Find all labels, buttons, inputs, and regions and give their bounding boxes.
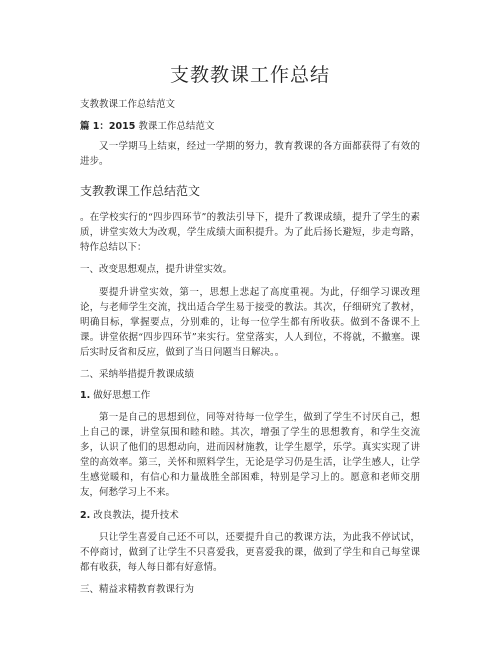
heading-3: 三、精益求精教育教课行为	[80, 584, 195, 595]
paragraph-2: 要提升讲堂实效，第一，思想上悲起了高度重视。为此，仔细学习课改理论，与老师学生交流，找出适合学生易于接受的教法。其次，仔细研究了教材，明确目标，掌握要点，分别难的，让每一位学生都有所收获。做到不备课不上课。讲堂依据“四步四环节”来实行。堂堂落实，人人到位，不将就，不撤塞。课后实时反省和反应，做到了当日问题当日解决。。	[80, 287, 420, 358]
paragraph-1: 。在学校实行的“四步四环节”的教法引导下，提升了教课成绩，提升了学生的素质，讲堂实效大为改观，学生成绩大面积提升。为了此后扬长避短，步走弯路，特作总结以下：	[80, 212, 420, 253]
paragraph-3: 第一是自己的思想到位，同等对待每一位学生，做到了学生不讨厌自己，想上自己的课，讲堂氛围和睦和睦。其次，增强了学生的思想教育，和学生交流多，认识了他们的思想动向，进而因材施教，让学生愿学，乐学。真实实现了讲堂的高效率。第三，关怀和照料学生，无论是学习仍是生活，让学生感人，让学生感觉暖和，有信心和力量战胜全部困难，特别是学习上的。愿意和老师交朋友，何愁学习上不来。	[80, 412, 420, 498]
article-label-text: 教课工作总结范文	[135, 121, 215, 132]
list-item-2-text: 改良教法，提升技术	[90, 510, 179, 521]
heading-1: 一、改变思想观点，提升讲堂实效。	[80, 264, 233, 275]
page-title: 支教教课工作总结	[169, 64, 330, 86]
document-subtitle: 支教教课工作总结范文	[80, 99, 176, 110]
list-item-2-number: 2.	[80, 510, 91, 521]
list-item-1	[80, 388, 420, 403]
article-label-number: 篇 1：2015	[80, 121, 136, 132]
list-item-2	[80, 508, 420, 523]
paragraph-4: 只让学生喜爱自己还不可以，还要提升自己的教课方法，为此我不停试试，不停商讨，做到了让学生不只喜爱我，更喜爱我的课，做到了学生和自己每堂课都有收获，每人每日都有好意情。	[80, 532, 420, 573]
document-body	[80, 97, 420, 597]
article-label	[80, 119, 420, 134]
list-item-1-number: 1.	[80, 390, 91, 401]
section-title: 支教教课工作总结范文	[80, 184, 201, 198]
intro-paragraph: 又一学期马上结束，经过一学期的努力，教育教课的各方面都获得了有效的进步。	[80, 141, 420, 167]
list-item-1-text: 做好思想工作	[90, 390, 151, 401]
heading-2: 二、采纳举措提升教课成绩	[80, 369, 195, 380]
